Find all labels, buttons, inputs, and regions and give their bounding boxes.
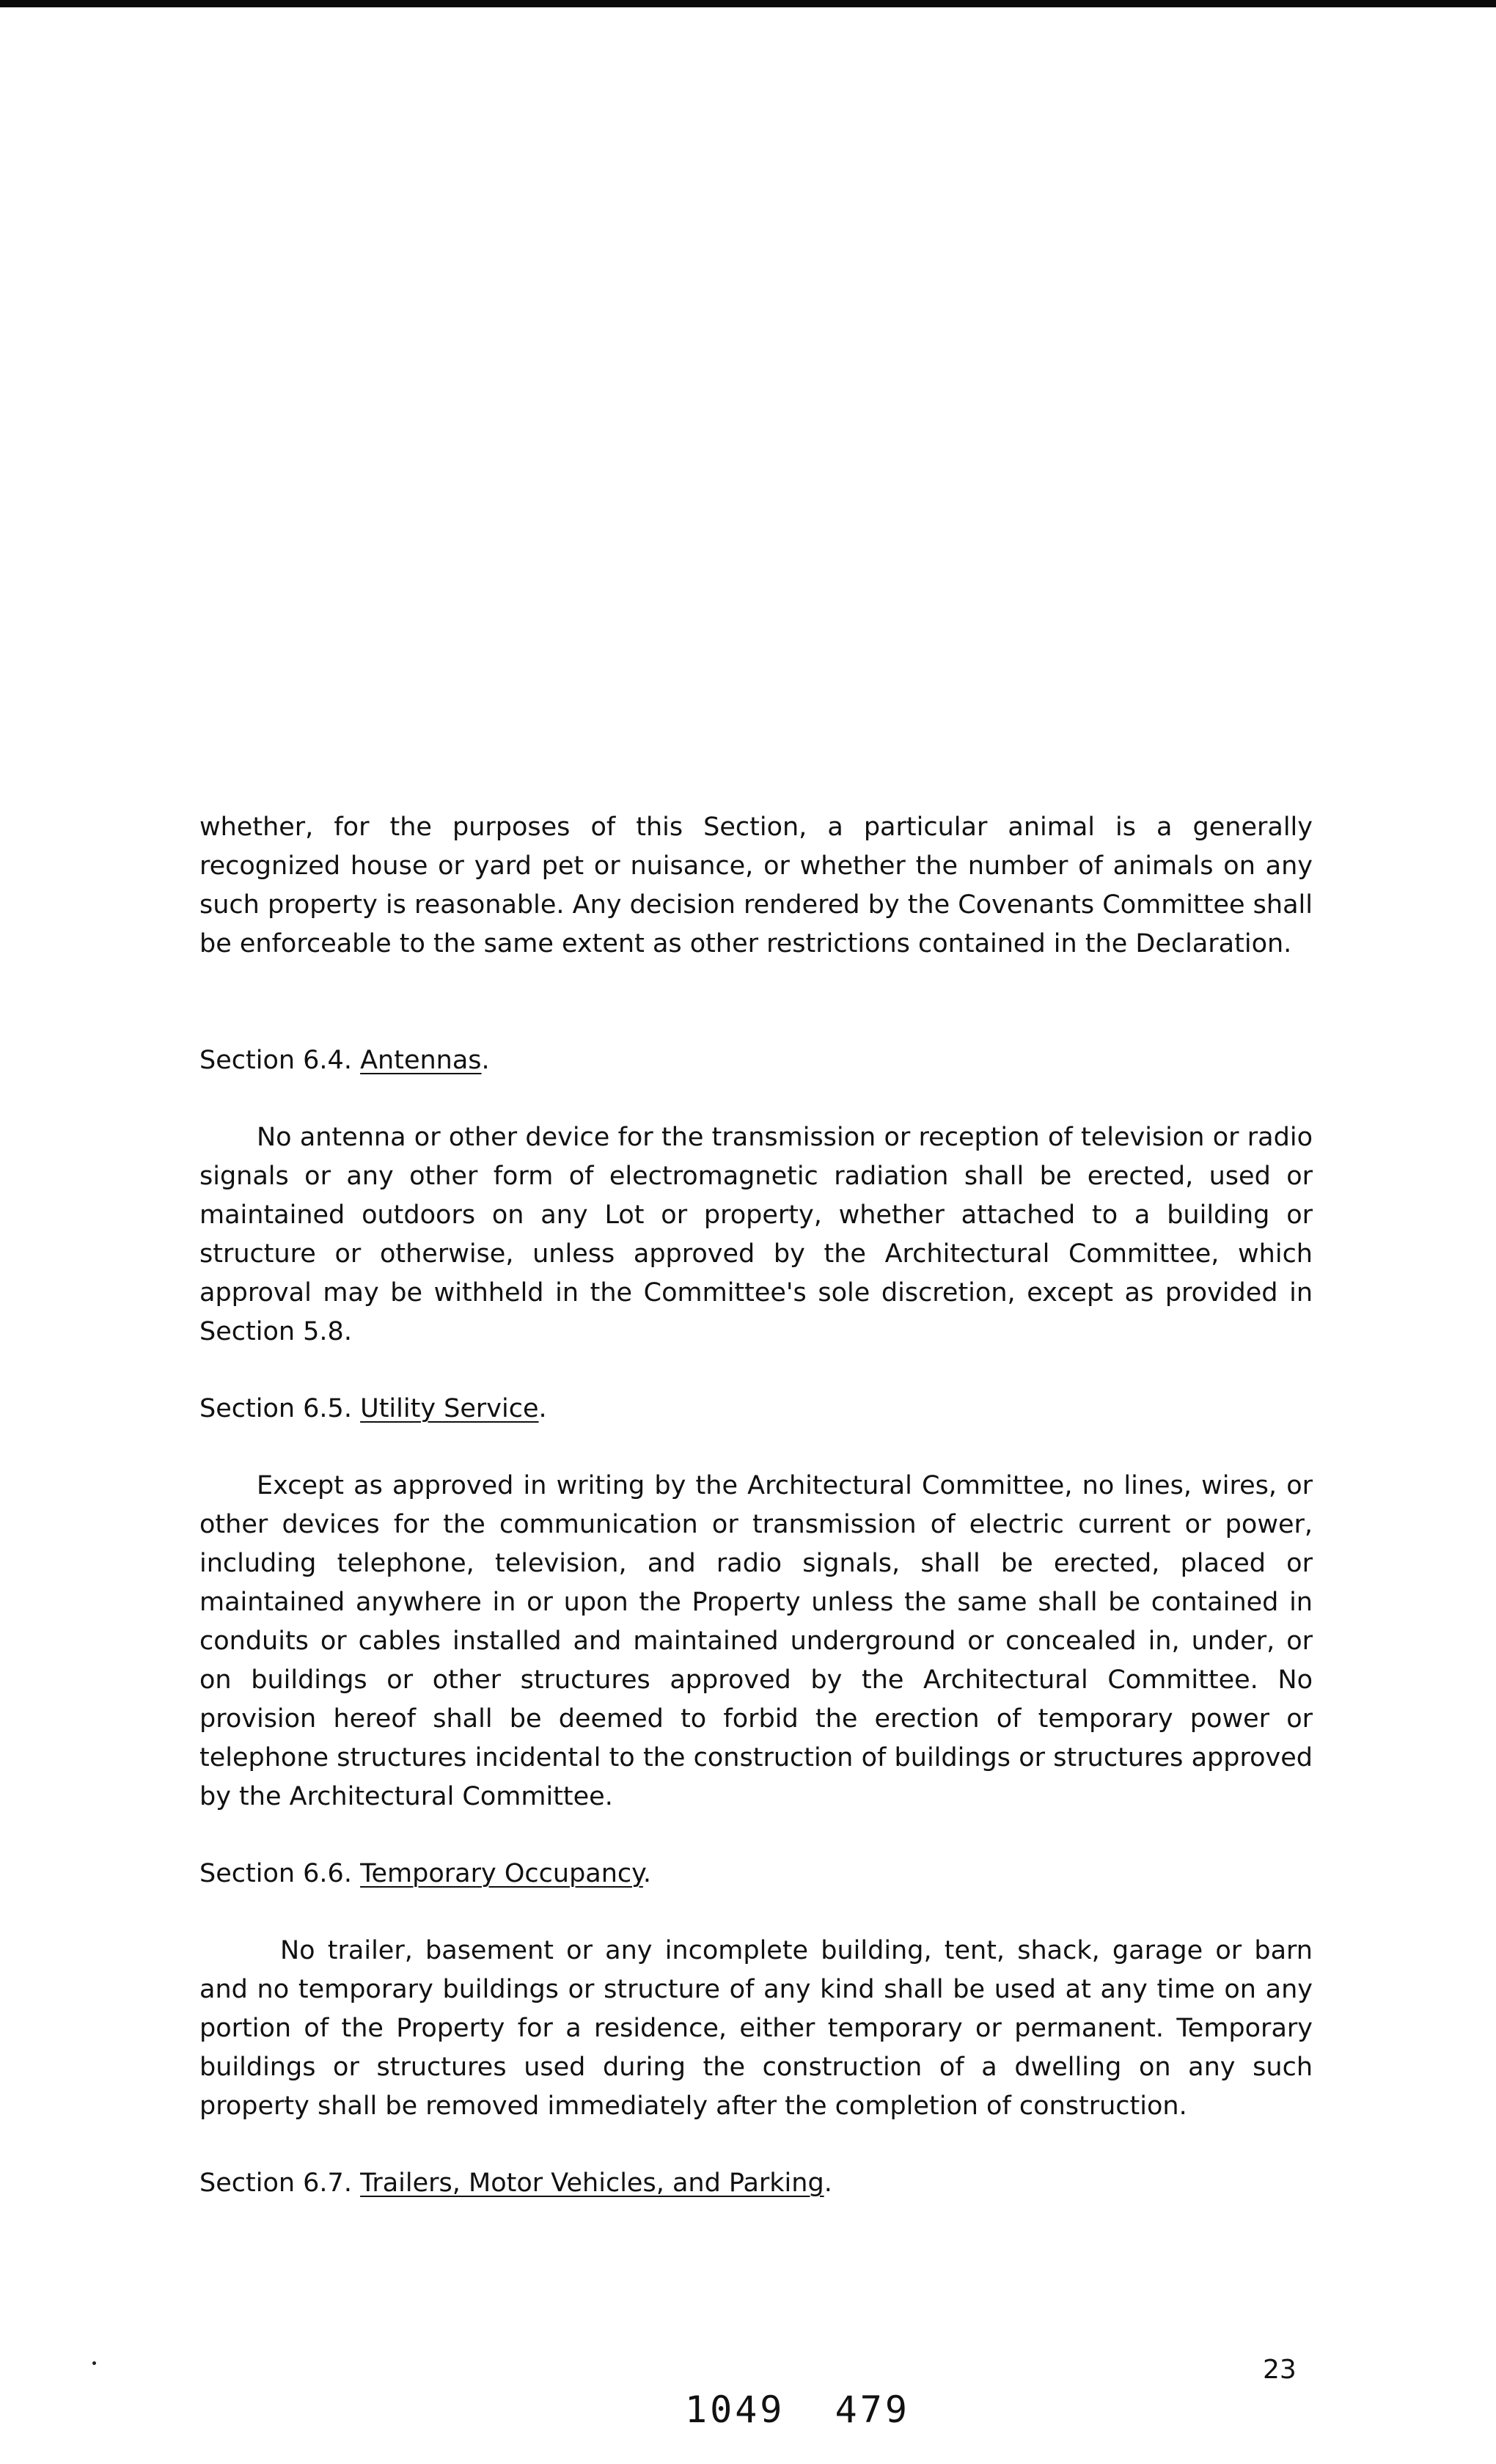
section-body-6-4: No antenna or other device for the transmission or reception of television or radio signals or any other form of electromagnetic radiation shall be erected, used or maintained outdoors on any Lot or property, whether attached to a building or structure or otherwise, unless approved by the Architectural Committee, which approval may be withheld in the Committee's sole discretion, except as provided in Section 5.8. [199, 1123, 1313, 1346]
section-title: Antennas [360, 1046, 482, 1075]
section-heading-6-7: Section 6.7. Trailers, Motor Vehicles, and Parking. [199, 2168, 832, 2198]
section-title: Temporary Occupancy [360, 1859, 643, 1888]
section-heading-6-4: Section 6.4. Antennas. [199, 1046, 490, 1075]
section-title: Utility Service [360, 1394, 539, 1423]
scan-speck [92, 2361, 96, 2365]
page-number: 23 [1263, 2355, 1297, 2385]
intro-paragraph: whether, for the purposes of this Section, a particular animal is a generally recognized house or yard pet or nuisance, or whether the number of animals on any such property is reasonable. Any decision rendered by the Covenants Committee shall be enforceable to the same extent as other restrictions contained in the Declaration. [199, 813, 1313, 958]
section-body-6-6: No trailer, basement or any incomplete building, tent, shack, garage or barn and no temporary buildings or structure of any kind shall be used at any time on any portion of the Property for a residence, either temporary or permanent. Temporary buildings or structures used during the construction of a dwelling on any such property shall be removed immediately after the completion of construction. [199, 1936, 1313, 2121]
scan-top-edge [0, 0, 1496, 7]
section-body-6-5: Except as approved in writing by the Architectural Committee, no lines, wires, or other devices for the communication or transmission of electric current or power, including telephone, television, and radio signals, shall be erected, placed or maintained anywhere in or upon the Property unless the same shall be contained in conduits or cables installed and maintained underground or concealed in, under, or on buildings or other structures approved by the Architectural Committee. No provision hereof shall be deemed to forbid the erection of temporary power or telephone structures incidental to the construction of buildings or structures approved by the Architectural Committee. [199, 1471, 1313, 1811]
section-heading-6-5: Section 6.5. Utility Service. [199, 1394, 547, 1423]
document-body [199, 808, 1313, 2203]
book-page-reference: 1049 479 [685, 2388, 910, 2431]
section-heading-6-6: Section 6.6. Temporary Occupancy. [199, 1859, 652, 1888]
section-number: Section 6.5. [199, 1394, 352, 1423]
section-number: Section 6.7. [199, 2168, 352, 2198]
section-number: Section 6.4. [199, 1046, 352, 1075]
section-title: Trailers, Motor Vehicles, and Parking [360, 2168, 824, 2198]
section-number: Section 6.6. [199, 1859, 352, 1888]
